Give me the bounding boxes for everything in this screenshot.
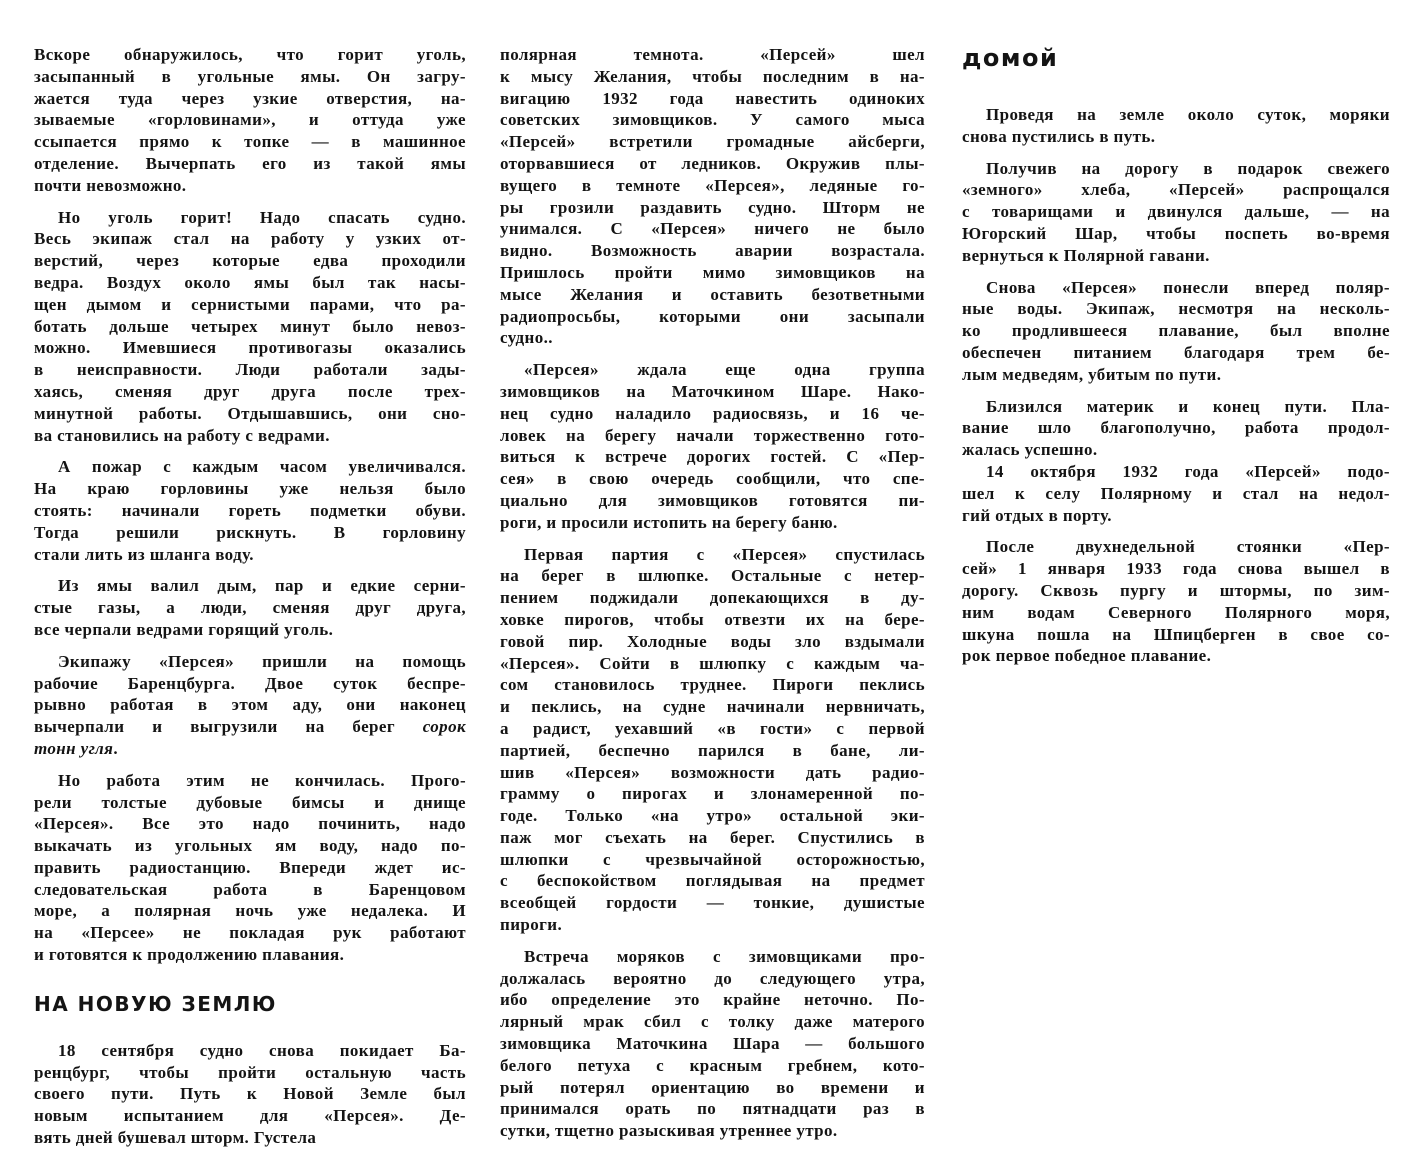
text-line: Но работа этим не кончилась. Прого- — [58, 770, 466, 790]
text-line: «Персея». Все это надо починить, надо — [34, 814, 466, 834]
paragraph — [34, 651, 466, 760]
text-line: стали лить из шланга воду. — [34, 544, 254, 564]
text-line: Из ямы валил дым, пар и едкие серни- — [58, 576, 466, 596]
italic-text-run: тонн угля — [34, 738, 114, 758]
text-line — [34, 738, 466, 760]
text-line: говой пир. Холодные воды зло вздымали — [500, 631, 925, 651]
text-line: полярная темнота. «Персей» шел — [500, 45, 925, 64]
text-line: вернуться к Полярной гавани. — [962, 245, 1210, 265]
text-line: А пожар с каждым часом увеличивался. — [58, 457, 466, 477]
text-line: шив «Персея» возможности дать радио- — [500, 762, 925, 782]
text-line: рели толстые дубовые бимсы и днище — [34, 792, 466, 812]
text-line: ва становились на работу с ведрами. — [34, 425, 330, 445]
text-line: засыпанный в угольные ямы. Он загру- — [34, 66, 466, 86]
text-line: рывно работая в этом аду, они наконец — [34, 695, 466, 715]
text-line: виться к встрече дорогих гостей. С «Пер- — [500, 447, 925, 467]
column-2 — [500, 44, 925, 1142]
text-line: «Персей» встретили громадные айсберги, — [500, 132, 925, 152]
text-line: ные воды. Экипаж, несмотря на несколь- — [962, 299, 1390, 319]
paragraph — [34, 770, 466, 966]
text-line: рок первое победное плавание. — [962, 646, 1212, 666]
text-line: годе. Только «на утро» остальной эки- — [500, 806, 925, 826]
text-line: почти невозможно. — [34, 175, 187, 195]
text-line: пением поджидали допекающихся в ду- — [500, 588, 925, 608]
text-line: выкачать из угольных ям воду, надо по- — [34, 836, 466, 856]
text-line: сутки, тщетно разыскивая утреннее утро. — [500, 1121, 838, 1141]
paragraph — [962, 461, 1390, 526]
text-line: можно. Имевшиеся противогазы оказались — [34, 338, 466, 358]
text-line: хаясь, сменяя друг друга после трех- — [34, 381, 466, 401]
text-line: и готовятся к продолжению плавания. — [34, 945, 345, 965]
text-line: дорогу. Сквозь пургу и штормы, по зим- — [962, 580, 1390, 600]
text-line: Вскоре обнаружилось, что горит уголь, — [34, 45, 466, 64]
text-line: Близился материк и конец пути. Пла- — [986, 396, 1390, 416]
text-line: Снова «Персея» понесли вперед поляр- — [986, 277, 1390, 297]
paragraph — [962, 396, 1390, 461]
text-line: должалась вероятно до следующего утра, — [500, 968, 925, 988]
text-line: зимовщиков на Маточкином Шаре. Нако- — [500, 381, 925, 401]
text-line: На краю горловины уже нельзя было — [34, 479, 466, 499]
text-line: Получив на дорогу в подарок свежего — [986, 158, 1390, 178]
text-line: сея» в свою очередь сообщили, что спе- — [500, 469, 925, 489]
paragraph — [34, 456, 466, 565]
text-line: и пеклись, на судне начинали нервничать, — [500, 697, 925, 717]
text-line: «Персея» ждала еще одна группа — [524, 360, 925, 380]
text-line: вигацию 1932 года навестить одиноких — [500, 88, 925, 108]
text-line: на «Персее» не покладая рук работают — [34, 923, 466, 943]
text-line: вущего в темноте «Персея», ледяные го- — [500, 175, 925, 195]
text-line: лярный мрак сбил с толку даже матерого — [500, 1012, 925, 1032]
text-line: море, а полярная ночь уже недалека. И — [34, 901, 466, 921]
paragraph — [500, 44, 925, 349]
text-line: ибо определение это крайне неточно. По- — [500, 990, 925, 1010]
paragraph — [500, 359, 925, 533]
text-line: зываемые «горловинами», и оттуда уже — [34, 110, 466, 130]
section-heading: НА НОВУЮ ЗЕМЛЮ — [34, 991, 277, 1016]
text-line: унимался. С «Персея» ничего не было — [500, 219, 925, 239]
text-run: . — [113, 738, 118, 758]
text-line: После двухнедельной стоянки «Пер- — [986, 537, 1390, 557]
paragraph — [962, 104, 1390, 148]
column-1 — [34, 44, 466, 1149]
text-line: белого петуха с красным гребнем, кото- — [500, 1055, 925, 1075]
text-line: жалась успешно. — [962, 440, 1098, 460]
text-line: ры грозили раздавить судно. Шторм не — [500, 197, 925, 217]
paragraph — [34, 207, 466, 447]
text-line: шкуна пошла на Шпицберген в свое со- — [962, 624, 1390, 644]
text-line: вять дней бушевал шторм. Густела — [34, 1128, 317, 1148]
text-line: роги, и просили истопить на берегу баню. — [500, 512, 838, 532]
text-line: верстий, через которые едва проходили — [34, 251, 466, 271]
text-line: править радиостанцию. Впереди ждет ис- — [34, 857, 466, 877]
italic-text-run: сорок — [422, 717, 466, 737]
text-line: советских зимовщиков. У самого мыса — [500, 110, 925, 130]
text-line: на берег в шлюпке. Остальные с нетер- — [500, 566, 925, 586]
paragraph — [34, 44, 466, 197]
text-line: ко продлившееся плавание, был вполне — [962, 321, 1390, 341]
text-line — [34, 716, 466, 738]
section-heading: домой — [962, 44, 1059, 72]
text-line: ренцбург, чтобы пройти остальную часть — [34, 1062, 466, 1082]
text-line: в неисправности. Люди работали зады- — [34, 360, 466, 380]
text-line: Встреча моряков с зимовщиками про- — [524, 946, 925, 966]
paragraph — [34, 1040, 466, 1149]
text-line: вание шло благополучно, работа продол- — [962, 418, 1390, 438]
text-line: грамму о пирогах и злонамеренной по- — [500, 784, 925, 804]
text-line: ботать дольше четырех минут было невоз- — [34, 316, 466, 336]
text-line: рый потерял ориентацию во времени и — [500, 1077, 925, 1097]
text-line: ним водам Северного Полярного моря, — [962, 602, 1390, 622]
paragraph — [500, 544, 925, 936]
text-line: Проведя на земле около суток, моряки — [986, 105, 1390, 124]
text-line: следовательская работа в Баренцовом — [34, 879, 466, 899]
text-line: циально для зимовщиков готовятся пи- — [500, 490, 925, 510]
text-line: своего пути. Путь к Новой Земле был — [34, 1084, 466, 1104]
text-line: видно. Возможность аварии возрастала. — [500, 241, 925, 261]
text-line: гий отдых в порту. — [962, 505, 1112, 525]
text-line: стоять: начинали гореть подметки обуви. — [34, 500, 466, 520]
text-line: рабочие Баренцбурга. Двое суток беспре- — [34, 673, 466, 693]
text-line: Тогда решили рискнуть. В горловину — [34, 522, 466, 542]
text-line: сом становилось труднее. Пироги пеклись — [500, 675, 925, 695]
text-line: щен дымом и сернистыми парами, что ра- — [34, 294, 466, 314]
text-line: «Персея». Сойти в шлюпку с каждым ча- — [500, 653, 925, 673]
text-line: сей» 1 января 1933 года снова вышел в — [962, 559, 1390, 579]
text-line: к мысу Желания, чтобы последним в на- — [500, 66, 925, 86]
text-line: судно.. — [500, 328, 553, 348]
text-line: ссыпается прямо к топке — в машинное — [34, 132, 466, 152]
text-line: Югорский Шар, чтобы поспеть во-время — [962, 223, 1390, 243]
text-line: оторвавшиеся от ледников. Окружив плы- — [500, 153, 925, 173]
text-run: вычерпали и выгрузили на берег — [34, 717, 423, 737]
text-line: а радист, уехавший «в гости» с первой — [500, 718, 925, 738]
text-line: с беспокойством поглядывая на предмет — [500, 871, 925, 891]
text-line: зимовщика Маточкина Шара — большого — [500, 1034, 925, 1054]
text-line: радиопросьбы, которыми они засыпали — [500, 306, 925, 326]
paragraph — [962, 277, 1390, 386]
paragraph — [34, 575, 466, 640]
text-line: Но уголь горит! Надо спасать судно. — [58, 207, 466, 227]
text-line: обеспечен питанием благодаря трем бе- — [962, 342, 1390, 362]
paragraph — [500, 946, 925, 1142]
text-line: с товарищами и двинулся дальше, — на — [962, 202, 1390, 222]
text-line: все черпали ведрами горящий уголь. — [34, 619, 334, 639]
text-line: минутной работы. Отдышавшись, они сно- — [34, 403, 466, 423]
text-line: Весь экипаж стал на работу у узких от- — [34, 229, 466, 249]
text-line: Первая партия с «Персея» спустилась — [524, 544, 925, 564]
text-line: нец судно наладило радиосвязь, и 16 че- — [500, 403, 925, 423]
text-line: «земного» хлеба, «Персей» распрощался — [962, 180, 1390, 200]
text-line: 14 октября 1932 года «Персей» подо- — [986, 461, 1390, 481]
paragraph — [962, 158, 1390, 267]
text-line: шел к селу Полярному и стал на недол- — [962, 483, 1390, 503]
text-line: всеобщей гордости — тонкие, душистые — [500, 893, 925, 913]
text-line: пироги. — [500, 915, 563, 935]
text-line: паж мог съехать на берег. Спустились в — [500, 827, 925, 847]
text-line: отделение. Вычерпать его из такой ямы — [34, 153, 466, 173]
text-line: 18 сентября судно снова покидает Ба- — [58, 1040, 466, 1060]
text-line: Пришлось пройти мимо зимовщиков на — [500, 262, 925, 282]
text-line: жается туда через узкие отверстия, на- — [34, 88, 466, 108]
text-line: Экипажу «Персея» пришли на помощь — [58, 651, 466, 671]
text-line: снова пустились в путь. — [962, 126, 1156, 146]
text-line: ловек на берегу начали торжественно гото- — [500, 425, 925, 445]
text-line: мысе Желания и оставить безответными — [500, 284, 925, 304]
text-line: новым испытанием для «Персея». Де- — [34, 1106, 466, 1126]
text-line: ведра. Воздух около ямы был так насы- — [34, 272, 466, 292]
text-line: шлюпки с чрезвычайной осторожностью, — [500, 849, 925, 869]
paragraph — [962, 536, 1390, 667]
text-line: принимался орать по пятнадцати раз в — [500, 1099, 925, 1119]
text-line: стые газы, а люди, сменяя друг друга, — [34, 598, 466, 618]
column-3 — [962, 44, 1390, 667]
text-line: ховке пирогов, чтобы отвезти их на бере- — [500, 609, 925, 629]
text-line: партией, беспечно парился в бане, ли- — [500, 740, 925, 760]
text-line: лым медведям, убитым по пути. — [962, 364, 1222, 384]
